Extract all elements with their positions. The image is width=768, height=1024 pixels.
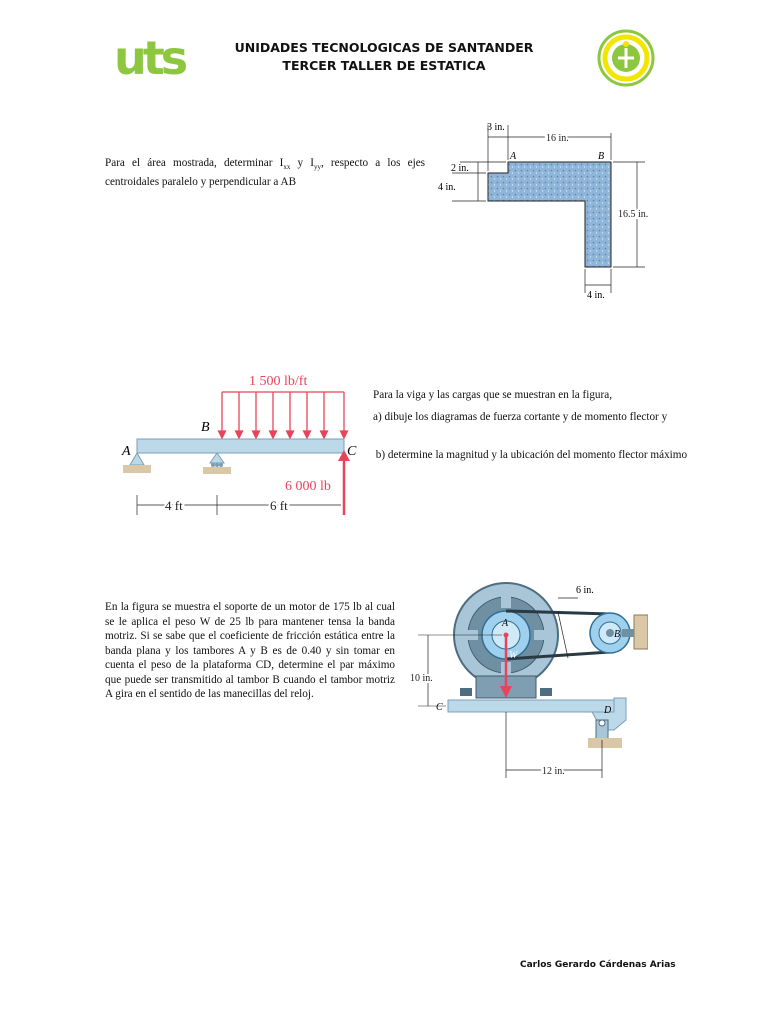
label-c: C [436,702,443,713]
dim-12in: 12 in. [542,766,565,777]
distributed-load-arrows [219,392,348,438]
institution-title: UNIDADES TECNOLOGICAS DE SANTANDER [234,40,534,55]
problem-2-intro: Para la viga y las cargas que se muestran en la figura, [373,389,612,401]
label-w: W [509,650,518,661]
seal-icon [596,28,656,88]
workshop-title: TERCER TALLER DE ESTATICA [282,58,486,73]
dim-10in: 10 in. [410,673,433,684]
beam [137,439,344,453]
wall-mount [634,615,648,649]
platform-cd [448,700,626,712]
motor-figure [408,580,648,780]
l-area-figure [430,115,670,305]
label-b: B [614,629,621,640]
dim-16in: 16 in. [546,133,569,144]
label-c: C [347,444,357,459]
dim-4ft: 4 ft [165,498,183,513]
dim-4in-bottom: 4 in. [587,290,605,301]
problem-1-statement: Para el área mostrada, determinar $I_{xx}$ y $I_{yy}$, respecto a los ejes centroidales paralelo y perpendicular a AB [105,157,426,188]
roller-support-b [210,453,224,463]
logo-text: uts [114,36,185,80]
dim-3in: 3 in. [487,122,505,133]
label-b: B [598,151,605,162]
dim-16-5in: 16.5 in. [618,209,649,220]
dim-6ft: 6 ft [270,498,288,513]
dim-6in: 6 in. [576,585,594,596]
dim-4in-left: 4 in. [438,182,456,193]
label-a: A [122,444,131,459]
label-d: D [604,705,612,716]
label-a: A [502,618,509,629]
pin-support-a [130,453,144,465]
distributed-load-label: 1 500 lb/ft [249,374,308,389]
label-b: B [201,420,210,435]
point-load-label: 6 000 lb [285,479,331,494]
problem-2-part-b: b) determine la magnitud y la ubicación del momento flector máximo [373,449,688,461]
problem-2-part-a: a) dibuje los diagramas de fuerza cortante y de momento flector y [373,411,668,423]
beam-figure [115,365,375,520]
dim-2in: 2 in. [451,163,469,174]
author: Carlos Gerardo Cárdenas Arias [520,960,676,970]
problem-3-statement: En la figura se muestra el soporte de un motor de 175 lb al cual se le aplica el peso W de 25 lb para mantener tensa la banda motriz. Si se sabe que el coeficiente de fricción estática entre la banda plana y los tambores A y B es de 0.40 y sin tomar en cuenta el peso de la plataforma CD, determine el par máximo que puede ser transmitido al tambor B cuando el tambor motriz A gira en el sentido de las manecillas del reloj. [105,601,395,700]
label-a: A [510,151,517,162]
l-shaped-area [488,162,611,267]
